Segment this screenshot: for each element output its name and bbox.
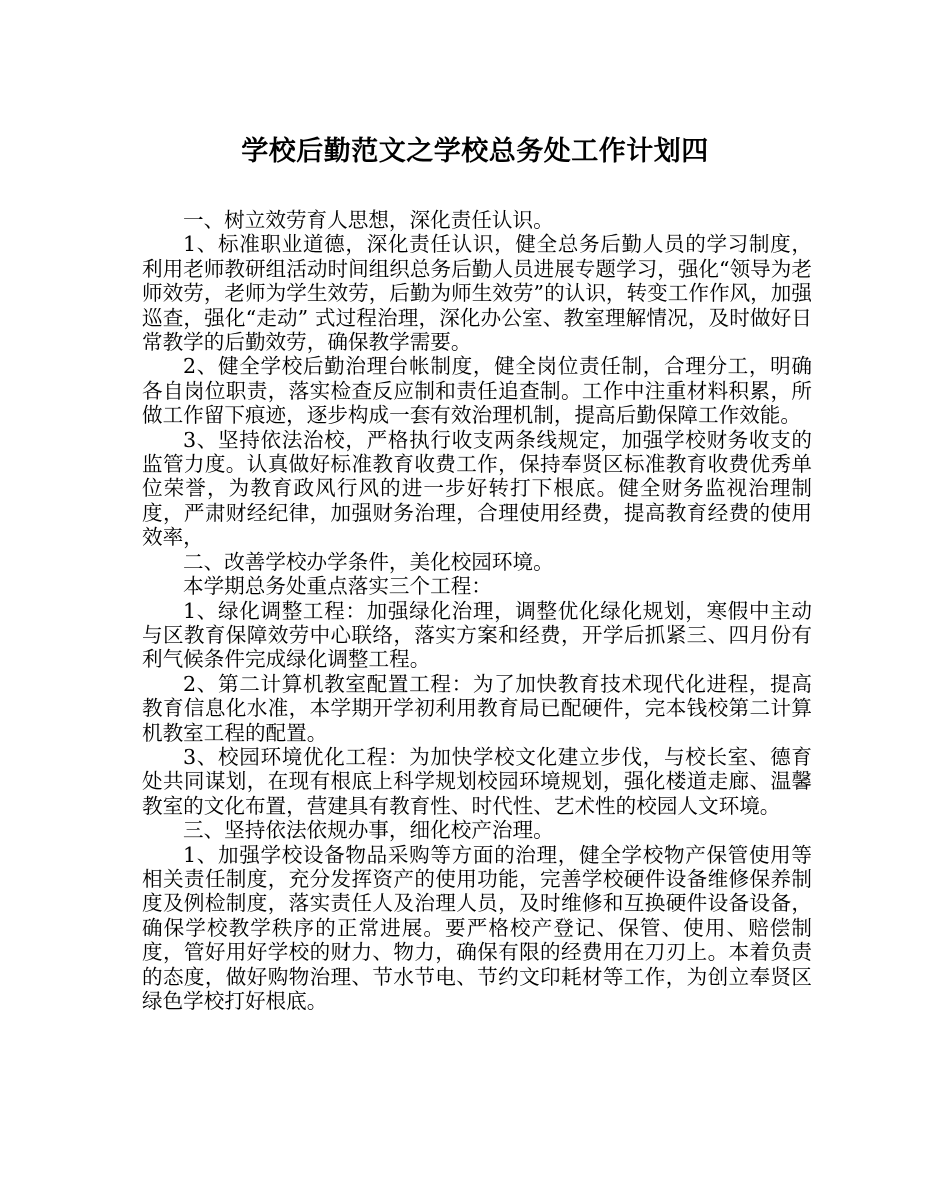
document-body (142, 208, 812, 1013)
section-heading-2: 二、改善学校办学条件，美化校园环境。 (183, 549, 554, 574)
paragraph: 2、健全学校后勤治理台帐制度，健全岗位责任制，合理分工，明确各自岗位职责，落实检查反应制和责任追查制。工作中注重材料积累，所做工作留下痕迹，逐步构成一套有效治理机制，提高后勤保障工作效能。 (142, 354, 812, 428)
paragraph: 3、坚持依法治校，严格执行收支两条线规定，加强学校财务收支的监管力度。认真做好标准教育收费工作，保持奉贤区标准教育收费优秀单位荣誉，为教育政风行风的进一步好转打下根底。健全财务监视治理制度，严肃财经纪律，加强财务治理，合理使用经费，提高教育经费的使用效率， (142, 427, 812, 550)
paragraph: 2、第二计算机教室配置工程：为了加快教育技术现代化进程，提高教育信息化水准，本学期开学初利用教育局已配硬件，完本钱校第二计算机教室工程的配置。 (142, 671, 812, 745)
paragraph: 1、加强学校设备物品采购等方面的治理，健全学校物产保管使用等相关责任制度，充分发挥资产的使用功能，完善学校硬件设备维修保养制度及例检制度，落实责任人及治理人员，及时维修和互换硬件设备设备，确保学校教学秩序的正常进展。要严格校产登记、保管、使用、赔偿制度，管好用好学校的财力、物力，确保有限的经费用在刀刃上。本着负责的态度，做好购物治理、节水节电、节约文印耗材等工作，为创立奉贤区绿色学校打好根底。 (142, 842, 812, 1013)
paragraph: 1、绿化调整工程：加强绿化治理，调整优化绿化规划，寒假中主动与区教育保障效劳中心联络，落实方案和经费，开学后抓紧三、四月份有利气候条件完成绿化调整工程。 (142, 598, 812, 672)
paragraph: 本学期总务处重点落实三个工程： (183, 574, 492, 599)
section-heading-3: 三、坚持依法依规办事，细化校产治理。 (183, 818, 554, 843)
section-heading-1: 一、树立效劳育人思想，深化责任认识。 (183, 208, 554, 232)
document-title: 学校后勤范文之学校总务处工作计划四 (241, 136, 709, 167)
paragraph: 1、标准职业道德，深化责任认识，健全总务后勤人员的学习制度，利用老师教研组活动时间组织总务后勤人员进展专题学习，强化“领导为老师效劳，老师为学生效劳，后勤为师生效劳”的认识，转变工作作风，加强巡查，强化“走动” 式过程治理，深化办公室、教室理解情况，及时做好日常教学的后勤效劳，确保教学需要。 (142, 232, 812, 355)
paragraph: 3、校园环境优化工程：为加快学校文化建立步伐，与校长室、德育处共同谋划，在现有根底上科学规划校园环境规划，强化楼道走廊、温馨教室的文化布置，营建具有教育性、时代性、艺术性的校园人文环境。 (142, 744, 812, 818)
